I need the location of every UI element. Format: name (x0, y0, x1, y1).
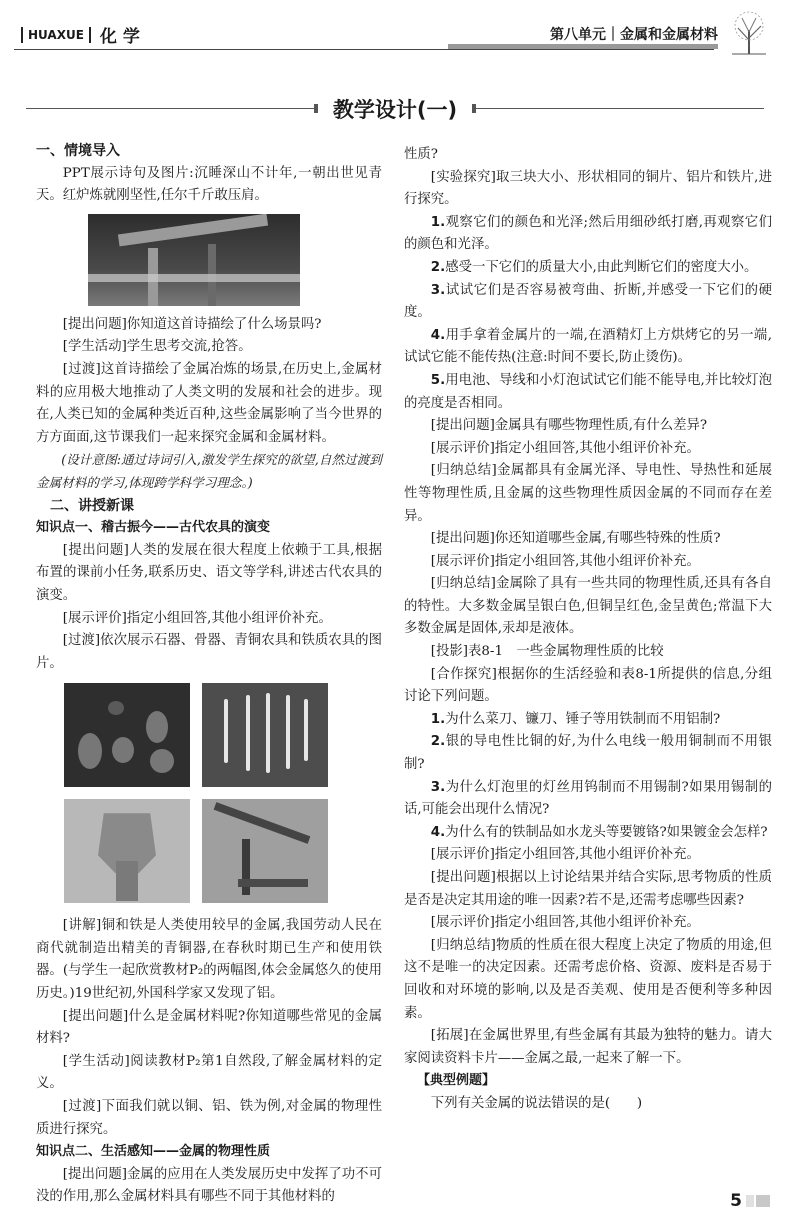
farm-tools-photos (64, 683, 330, 907)
paragraph: [展示评价]指定小组回答,其他小组评价补充。 (430, 440, 700, 456)
heading-example: 【典型例题】 (417, 1073, 496, 1089)
paragraph: [展示评价]指定小组回答,其他小组评价补充。 (430, 553, 700, 569)
paragraph: [过渡]依次展示石器、骨器、青铜农具和铁质农具的图片。 (36, 633, 382, 671)
right-column (404, 144, 772, 1116)
list-item (404, 212, 772, 257)
page-header (0, 0, 790, 60)
list-item (404, 257, 772, 280)
heading-knowledge-2: 知识点二、生活感知——金属的物理性质 (36, 1144, 271, 1160)
heading-new-lesson: 二、讲授新课 (50, 497, 134, 514)
item-text: 用手拿着金属片的一端,在酒精灯上方烘烤它的另一端,试试它能不能传热(注意:时间不要长,防止烫伤)。 (404, 327, 772, 366)
header-brand: HUAXUE (28, 27, 84, 42)
heading-knowledge-1: 知识点一、稽古振今——古代农具的演变 (36, 520, 271, 536)
paragraph: [合作探究]根据你的生活经验和表8-1所提供的信息,分组讨论下列问题。 (404, 666, 772, 705)
title-cap-left (314, 104, 318, 113)
paragraph: [展示评价]指定小组回答,其他小组评价补充。 (430, 915, 700, 931)
paragraph: [提出问题]金属具有哪些物理性质,有什么差异? (430, 418, 708, 434)
paragraph: [提出问题]金属的应用在人类发展历史中发挥了功不可没的作用,那么金属材料具有哪些不同于其他材料的 (36, 1166, 382, 1205)
item-number: 1. (430, 711, 446, 727)
item-text: 感受一下它们的质量大小,由此判断它们的密度大小。 (445, 259, 758, 275)
item-number: 5. (430, 372, 446, 388)
paragraph: 性质? (404, 147, 438, 162)
page-number: 5 (730, 1191, 742, 1211)
paragraph: [学生活动]阅读教材P₂第1自然段,了解金属材料的定义。 (36, 1053, 382, 1092)
iron-plow-photo (202, 799, 328, 903)
page-marker (756, 1195, 770, 1207)
paragraph: [展示评价]指定小组回答,其他小组评价补充。 (62, 610, 332, 626)
bone-tools-photo (202, 683, 328, 787)
page-marker-light (746, 1195, 754, 1207)
item-number: 4. (430, 824, 446, 840)
item-text: 为什么有的铁制品如水龙头等要镀铬?如果镀金会怎样? (445, 824, 768, 840)
paragraph: [提出问题]什么是金属材料呢?你知道哪些常见的金属材料? (36, 1008, 382, 1047)
item-number: 1. (430, 214, 446, 230)
header-bar (89, 27, 91, 43)
item-number: 3. (430, 282, 446, 298)
header-bar (21, 27, 23, 43)
heading-intro: 一、情境导入 (36, 143, 120, 159)
item-text: 用电池、导线和小灯泡试试它们能不能导电,并比较灯泡的亮度是否相同。 (404, 372, 772, 411)
list-item (404, 280, 772, 325)
item-number: 4. (430, 327, 446, 343)
item-text: 试试它们是否容易被弯曲、折断,并感受一下它们的硬度。 (404, 282, 772, 321)
paragraph: [归纳总结]金属都具有金属光泽、导电性、导热性和延展性等物理性质,且金属的这些物理性质因金属的不同而存在差异。 (404, 463, 772, 524)
list-item (404, 822, 772, 845)
title-rule-left (26, 108, 316, 109)
header-subject: 化学 (99, 27, 146, 47)
left-column (36, 140, 382, 1209)
list-item (404, 709, 772, 732)
page-title: 教学设计(一) (332, 98, 458, 122)
item-text: 为什么灯泡里的灯丝用钨制而不用锡制?如果用锡制的话,可能会出现什么情况? (404, 779, 772, 818)
paragraph: [过渡]这首诗描绘了金属冶炼的场景,在历史上,金属材料的应用极大地推动了人类文明的发展和社会的进步。现在,人类已知的金属种类近百种,这些金属影响了当今世界的方方面面,这节课我们一起来探究金属和金属材料。 (36, 361, 382, 445)
paragraph: [提出问题]你知道这首诗描绘了什么场景吗? (62, 316, 322, 332)
paragraph: [实验探究]取三块大小、形状相同的铜片、铝片和铁片,进行探究。 (404, 169, 772, 208)
paragraph: 下列有关金属的说法错误的是( ) (430, 1095, 643, 1111)
design-note: (设计意图:通过诗词引入,激发学生探究的欲望,自然过渡到金属材料的学习,体现跨学科学习理念。) (36, 452, 382, 490)
paragraph: [过渡]下面我们就以铜、铝、铁为例,对金属的物理性质进行探究。 (36, 1099, 382, 1137)
paragraph: [投影]表8-1 一些金属物理性质的比较 (430, 644, 664, 660)
list-item (404, 370, 772, 415)
item-text: 银的导电性比铜的好,为什么电线一般用铜制而不用银制? (404, 734, 772, 773)
header-unit-title: 第八单元｜金属和金属材料 (550, 27, 718, 43)
paragraph: [归纳总结]物质的性质在很大程度上决定了物质的用途,但这不是唯一的决定因素。还需考虑价格、资源、废料是否易于回收和对环境的影响,以及是否美观、使用是否便利等多种因素。 (404, 937, 772, 1021)
paragraph: [提出问题]你还知道哪些金属,有哪些特殊的性质? (430, 531, 721, 547)
bronze-tool-photo (64, 799, 190, 903)
stone-tools-photo (64, 683, 190, 787)
item-number: 2. (430, 734, 446, 750)
paragraph: [归纳总结]金属除了具有一些共同的物理性质,还具有各自的特性。大多数金属呈银白色,但铜呈红色,金呈黄色;常温下大多数金属是固体,汞却是液体。 (404, 576, 772, 637)
header-rule (14, 49, 714, 50)
paragraph: [拓展]在金属世界里,有些金属有其最为独特的魅力。请大家阅读资料卡片——金属之最,一起来了解一下。 (404, 1028, 772, 1066)
list-item (404, 325, 772, 370)
section-title (0, 92, 790, 126)
item-number: 2. (430, 259, 446, 275)
title-rule-right (474, 108, 764, 109)
paragraph: [提出问题]根据以上讨论结果并结合实际,思考物质的性质是否是决定其用途的唯一因素?若不是,还需考虑哪些因素? (404, 870, 772, 908)
list-item (404, 731, 772, 776)
paragraph: PPT展示诗句及图片:沉睡深山不计年,一朝出世见青天。红炉炼就刚坚性,任尔千斤敢压肩。 (36, 165, 382, 204)
paragraph: [学生活动]学生思考交流,抢答。 (62, 339, 252, 355)
paragraph: [提出问题]人类的发展在很大程度上依赖于工具,根据布置的课前小任务,联系历史、语文等学科,讲述古代农具的演变。 (36, 542, 382, 603)
paragraph: [讲解]铜和铁是人类使用较早的金属,我国劳动人民在商代就制造出精美的青铜器,在春秋时期已生产和使用铁器。(与学生一起欣赏教材P₂的两幅图,体会金属悠久的使用历史。)19世纪初,外国科学家又发现了铝。 (36, 918, 382, 1002)
tree-icon (726, 10, 772, 56)
list-item (404, 777, 772, 822)
item-number: 3. (430, 779, 446, 795)
smelting-photo (88, 214, 300, 306)
item-text: 观察它们的颜色和光泽;然后用细砂纸打磨,再观察它们的颜色和光泽。 (404, 214, 772, 253)
header-left (16, 22, 146, 47)
item-text: 为什么菜刀、镰刀、锤子等用铁制而不用铝制? (445, 711, 721, 727)
paragraph: [展示评价]指定小组回答,其他小组评价补充。 (430, 847, 700, 863)
